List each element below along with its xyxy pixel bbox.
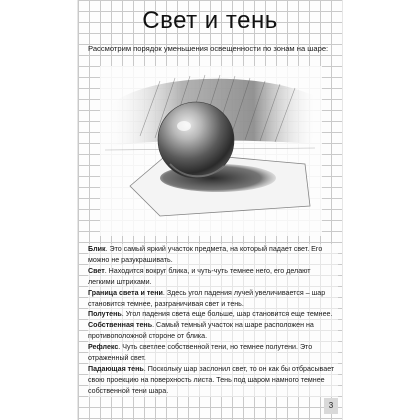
zone-highlight: Блик. Это самый яркий участок предмета, на который падает свет. Его можно не разукрашивать. [88, 244, 338, 266]
zone-halftone: Полутень. Угол падения света еще больше, шар становится еще темнее. [88, 309, 338, 320]
zone-cast-shadow: Падающая тень. Поскольку шар заслонил свет, то он как бы отбрасывает свою проекцию на поверхность листа. Тень под шаром намного темнее собственной тени шара. [88, 364, 338, 397]
highlight [177, 121, 191, 131]
shaded-sphere-illustration [100, 66, 322, 236]
zones-description [88, 244, 338, 397]
zone-terminator: Граница света и тени. Здесь угол падения лучей увеличивается – шар становится темнее, разграничивая свет и тень. [88, 288, 338, 310]
zone-light: Свет. Находится вокруг блика, и чуть-чуть темнее него, его делают легкими штрихами. [88, 266, 338, 288]
book-page [78, 0, 342, 420]
intro-text: Рассмотрим порядок уменьшения освещенности по зонам на шаре: [88, 44, 329, 53]
zone-reflected-light: Рефлекс. Чуть светлее собственной тени, но темнее полутени. Это отраженный свет. [88, 342, 338, 364]
zone-core-shadow: Собственная тень. Самый темный участок на шаре расположен на противоположной стороне от блика. [88, 320, 338, 342]
page-title: Свет и тень [142, 7, 278, 34]
page-number: 3 [324, 398, 338, 414]
